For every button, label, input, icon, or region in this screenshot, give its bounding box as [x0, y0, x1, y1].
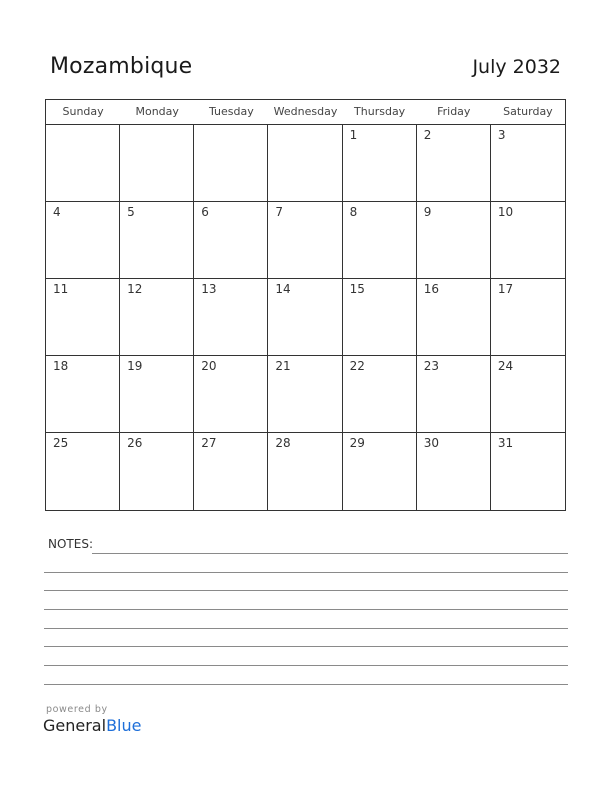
day-cell [417, 279, 491, 356]
notes-line [44, 646, 568, 647]
day-number: 28 [275, 436, 291, 450]
day-cell [343, 125, 417, 202]
day-cell [46, 433, 120, 510]
day-cell [194, 279, 268, 356]
day-cell [491, 433, 565, 510]
day-number: 6 [201, 205, 209, 219]
day-number: 23 [423, 359, 439, 373]
weekday-saturday: Saturday [503, 105, 553, 118]
notes-line [44, 609, 568, 610]
weekday-friday: Friday [437, 105, 471, 118]
day-cell [120, 356, 194, 433]
weekday-sunday: Sunday [62, 105, 104, 118]
day-number: 13 [201, 282, 217, 296]
day-cell [120, 279, 194, 356]
day-cell [46, 356, 120, 433]
day-number: 24 [497, 359, 514, 373]
day-number: 8 [349, 205, 358, 219]
notes-line [44, 628, 568, 629]
day-number: 16 [423, 282, 439, 296]
day-cell [46, 202, 120, 279]
weekday-wednesday: Wednesday [273, 105, 338, 118]
notes-line [92, 553, 568, 554]
day-cell [417, 202, 491, 279]
day-number: 18 [53, 359, 69, 373]
day-cell [120, 202, 194, 279]
weekday-thursday: Thursday [354, 105, 406, 118]
day-number: 7 [275, 205, 284, 219]
day-cell [343, 356, 417, 433]
day-number: 5 [127, 205, 135, 219]
day-cell [491, 356, 565, 433]
day-number: 3 [497, 128, 506, 142]
day-cell [417, 356, 491, 433]
day-cell [194, 202, 268, 279]
day-cell [194, 356, 268, 433]
day-cell [120, 433, 194, 510]
day-cell [194, 433, 268, 510]
day-number: 31 [497, 436, 514, 450]
weekday-tuesday: Tuesday [208, 105, 254, 118]
notes-line [44, 572, 568, 573]
calendar-body [46, 125, 565, 510]
day-cell [491, 279, 565, 356]
day-cell [491, 125, 565, 202]
notes-line [44, 684, 568, 685]
day-cell [268, 279, 342, 356]
day-number: 10 [497, 205, 514, 219]
day-number: 9 [423, 205, 432, 219]
month-year-title: July 2032 [472, 56, 561, 78]
day-cell [417, 125, 491, 202]
day-number: 19 [127, 359, 143, 373]
notes-line [44, 590, 568, 591]
weekday-monday: Monday [135, 105, 179, 118]
day-number: 11 [53, 282, 69, 296]
day-number: 21 [275, 359, 291, 373]
day-cell [417, 433, 491, 510]
powered-by-text: powered by [46, 704, 108, 715]
day-number: 26 [127, 436, 143, 450]
day-number: 12 [127, 282, 143, 296]
day-cell [194, 125, 268, 202]
day-number: 30 [423, 436, 439, 450]
day-cell [120, 125, 194, 202]
country-title: Mozambique [50, 54, 193, 79]
day-number: 14 [275, 282, 291, 296]
day-number: 1 [349, 128, 358, 142]
day-number: 20 [201, 359, 217, 373]
day-cell [268, 125, 342, 202]
weekday-header-row [46, 100, 565, 125]
day-cell [268, 356, 342, 433]
day-cell [343, 433, 417, 510]
calendar-grid [45, 99, 566, 511]
generalblue-logo [43, 716, 141, 735]
day-number: 17 [497, 282, 514, 296]
day-cell [343, 202, 417, 279]
day-number: 29 [349, 436, 365, 450]
brand-blue-text: Blue [106, 716, 142, 735]
day-number: 4 [53, 205, 61, 219]
day-cell [343, 279, 417, 356]
day-number: 22 [349, 359, 365, 373]
notes-line [44, 665, 568, 666]
day-cell [46, 125, 120, 202]
day-number: 15 [349, 282, 365, 296]
day-cell [46, 279, 120, 356]
day-number: 27 [201, 436, 217, 450]
day-cell [268, 202, 342, 279]
brand-general-text: General [43, 716, 107, 735]
day-cell [268, 433, 342, 510]
notes-label: NOTES: [48, 537, 93, 551]
day-number: 2 [423, 128, 432, 142]
day-number: 25 [53, 436, 69, 450]
day-cell [491, 202, 565, 279]
